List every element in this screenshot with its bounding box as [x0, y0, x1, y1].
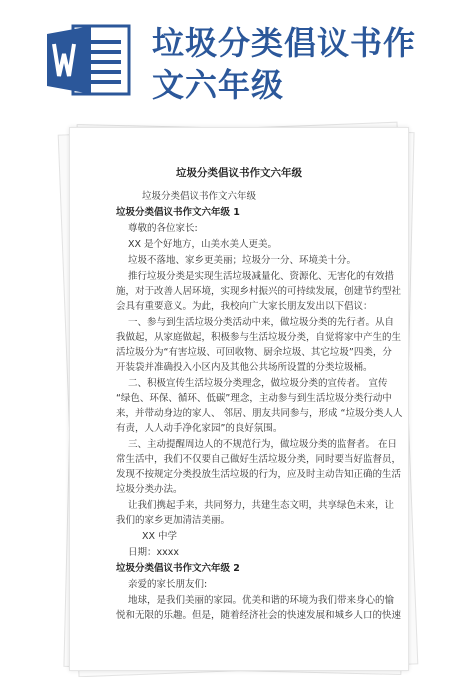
doc-paragraph: XX 是个好地方，山美水美人更美。: [128, 239, 278, 250]
doc-paragraph: 三、主动提醒周边人的不规范行为，做垃圾分类的监督者。 在日: [128, 439, 398, 450]
banner: [0, 0, 474, 115]
doc-paragraph: 开装袋并准确投入小区内及其他公共场所设置的分类垃圾桶。: [116, 362, 373, 373]
doc-paragraph: 施，对于改善人居环境，实现乡村振兴的可持续发展，创建节约型社: [116, 286, 402, 297]
word-doc-icon: [45, 20, 135, 100]
doc-paragraph: 常生活中，我们不仅要自己做好生活垃圾分类，同时要当好监督员，: [116, 454, 402, 465]
doc-paragraph: 发现不按规定分类投放生活垃圾的行为，应及时主动告知正确的生活: [116, 469, 402, 480]
doc-paragraph: 亲爱的家长朋友们:: [128, 579, 208, 590]
doc-paragraph: 垃圾分类办法。: [116, 484, 183, 495]
doc-paragraph: 让我们携起手来，共同努力，共建生态文明，共享绿色未来，让: [128, 500, 395, 511]
doc-paragraph: 活垃圾分为“有害垃圾、可回收物、厨余垃圾、其它垃圾”四类，分: [116, 347, 392, 358]
section-heading: 垃圾分类倡议书作文六年级 1: [116, 207, 240, 218]
doc-paragraph: 二、积极宣传生活垃圾分类理念，做垃圾分类的宣传者。 宣传: [128, 378, 388, 389]
doc-paragraph: 垃圾不落地、家乡更美丽；垃圾分一分、环境美十分。: [128, 255, 357, 266]
banner-title: [152, 22, 452, 106]
banner-title-line-2: 文六年级: [152, 66, 285, 104]
doc-paragraph: 我们的家乡更加清洁美丽。: [116, 515, 231, 526]
doc-paragraph: 地球，是我们美丽的家园。优美和谐的环境为我们带来身心的愉: [128, 595, 395, 606]
document-title: 垃圾分类倡议书作文六年级: [176, 167, 302, 179]
doc-date: 日期：xxxx: [128, 547, 179, 558]
doc-paragraph: 会具有重要意义。为此，我校向广大家长朋友发出以下倡议：: [116, 301, 373, 312]
doc-paragraph: 悦和无限的乐趣。但是，随着经济社会的快速发展和城乡人口的快速: [116, 610, 402, 621]
section-heading: 垃圾分类倡议书作文六年级 2: [116, 563, 240, 574]
doc-subtitle: 垃圾分类倡议书作文六年级: [142, 191, 257, 202]
doc-paragraph: 一、参与到生活垃圾分类活动中来，做垃圾分类的先行者。从自: [128, 317, 395, 328]
doc-paragraph: 来，并带动身边的家人、 邻居、朋友共同参与，形成 “垃圾分类人人: [116, 408, 403, 419]
banner-title-line-1: 垃圾分类倡议书作: [152, 24, 417, 62]
doc-paragraph: 有责，人人动手净化家园”的良好氛围。: [116, 423, 283, 434]
document-page: [69, 127, 409, 671]
doc-paragraph: 尊敬的各位家长:: [128, 223, 198, 234]
doc-paragraph: 推行垃圾分类是实现生活垃圾减量化、资源化、无害化的有效措: [128, 271, 395, 282]
doc-paragraph: “绿色、环保、循环、低碳”理念，主动参与到生活垃圾分类行动中: [116, 393, 392, 404]
doc-paragraph: 我做起，从家庭做起，积极参与生活垃圾分类，自觉将家中产生的生: [116, 332, 402, 343]
doc-signature: XX 中学: [142, 531, 178, 542]
